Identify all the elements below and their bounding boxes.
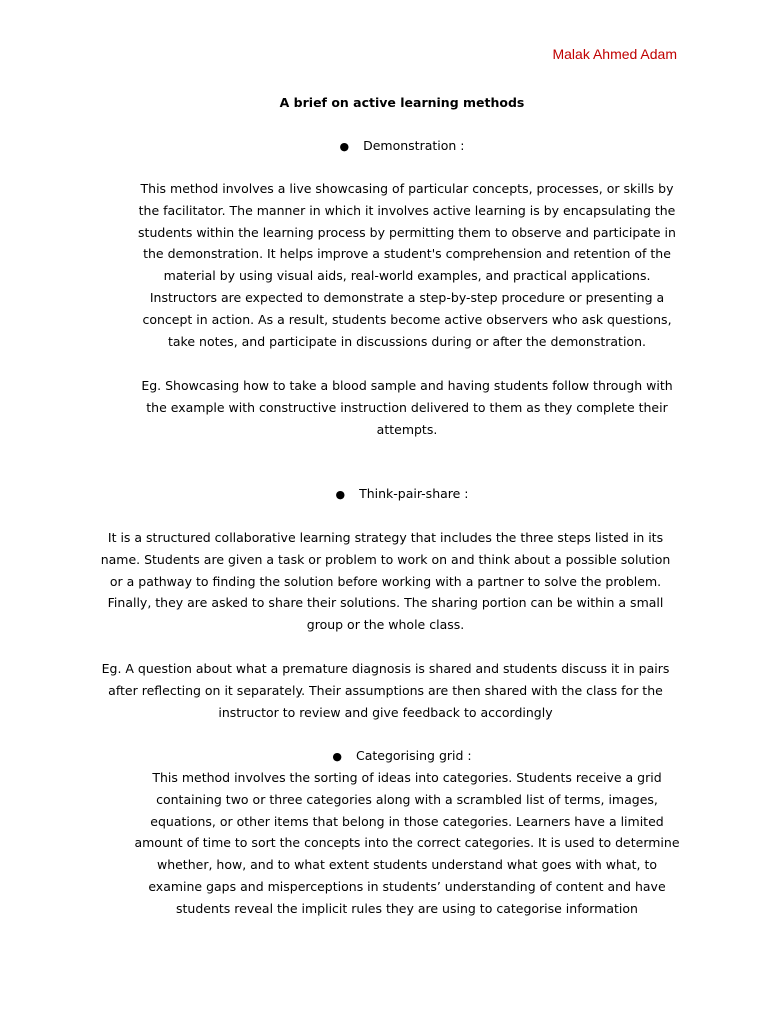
author-name: Malak Ahmed Adam [552, 46, 677, 62]
section-heading-label: Demonstration : [363, 138, 465, 153]
section-heading-think-pair-share [0, 485, 768, 504]
demonstration-description: This method involves a live showcasing of particular concepts, processes, or skills by the facilitator. The manner in which it involves active learning is by encapsulating the students within the learning process by permitting them to observe and participate in the demonstration. It helps improve a student's comprehension and retention of the material by using visual aids, real-world examples, and practical applications. Instructors are expected to demonstrate a step-by-step procedure or presenting a concept in action. As a result, students become active observers who ask questions, take notes, and participate in discussions during or after the demonstration. [138, 181, 676, 349]
section-heading-label: Categorising grid : [355, 748, 472, 763]
section-heading-label: Think-pair-share : [359, 486, 469, 501]
categorising-grid-description: This method involves the sorting of ideas into categories. Students receive a grid containing two or three categories along with a scrambled list of terms, images, equations, or other items that belong in those categories. Learners have a limited amount of time to sort the concepts into the correct categories. It is used to determine whether, how, and to what extent students understand what goes with what, to examine gaps and misperceptions in students’ understanding of content and have students reveal the implicit rules they are using to categorise information [134, 770, 680, 916]
bullet-icon: ● [332, 750, 342, 763]
document-title: A brief on active learning methods [279, 95, 525, 110]
think-pair-share-description: It is a structured collaborative learning strategy that includes the three steps listed in its name. Students are given a task or problem to work on and think about a possible solution or a pathway to finding the solution before working with a partner to solve the problem. Finally, they are asked to share their solutions. The sharing portion can be within a small group or the whole class. [100, 530, 671, 633]
bullet-icon: ● [335, 488, 346, 501]
section-heading-demonstration [0, 137, 768, 156]
section-heading-categorising-grid [0, 747, 768, 766]
demonstration-example: Eg. Showcasing how to take a blood sample and having students follow through with the example with constructive instruction delivered to them as they complete their attempts. [141, 378, 673, 437]
bullet-icon: ● [339, 140, 350, 153]
think-pair-share-example: Eg. A question about what a premature diagnosis is shared and students discuss it in pairs after reflecting on it separately. Their assumptions are then shared with the class for the instructor to review and give feedback to accordingly [101, 661, 670, 720]
